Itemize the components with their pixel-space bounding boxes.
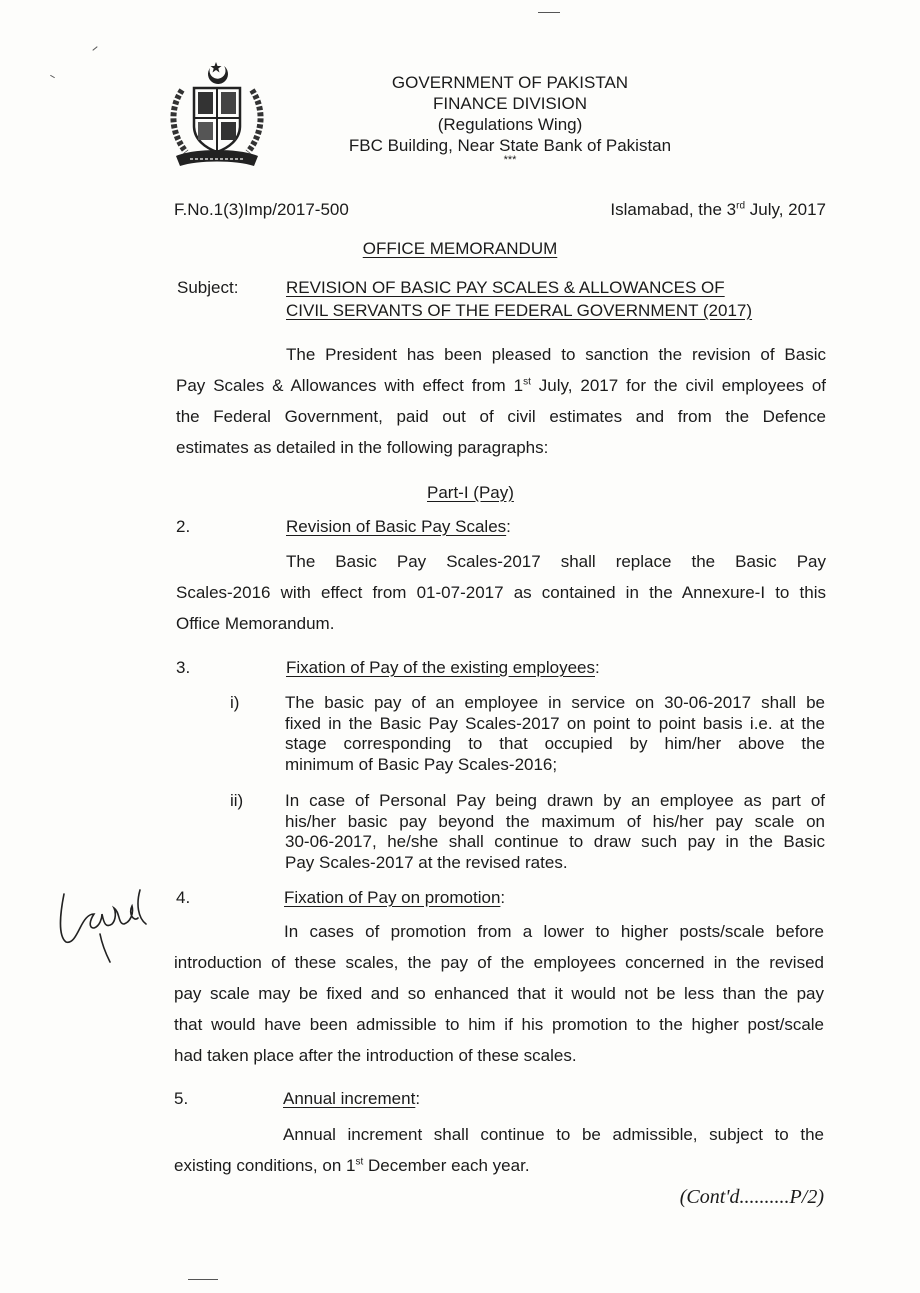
body-line: existing conditions, on 1st December each year.	[174, 1156, 530, 1175]
subject-line-1: REVISION OF BASIC PAY SCALES & ALLOWANCES OF	[286, 278, 725, 297]
section-3-item-label: ii)	[230, 791, 244, 810]
body-line: In cases of promotion from a lower to higher posts/scale before	[284, 922, 824, 941]
section-3-item: The basic pay of an employee in service on 30-06-2017 shall be fixed in the Basic Pay Scales-2017 on point to point basis i.e. at the stage corresponding to that occupied by him/her above the minimum of Basic Pay Scales-2016;	[285, 693, 825, 774]
body-line: Office Memorandum.	[176, 614, 335, 633]
body-line: Scales-2016 with effect from 01-07-2017 as contained in the Annexure-I to this	[176, 583, 826, 602]
intro-paragraph	[176, 339, 826, 463]
handwritten-initials	[54, 884, 154, 969]
date-line	[610, 200, 826, 220]
section-5-heading: Annual increment:	[283, 1089, 421, 1108]
body-line: pay scale may be fixed and so enhanced that it would not be less than the pay	[174, 984, 824, 1003]
section-4-body	[174, 916, 824, 1071]
section-5-number: 5.	[174, 1089, 189, 1108]
header-address: FBC Building, Near State Bank of Pakistan	[348, 136, 672, 155]
letterhead	[300, 72, 720, 164]
state-emblem	[164, 60, 270, 172]
section-3-heading: Fixation of Pay of the existing employees:	[286, 658, 600, 677]
intro-line: Pay Scales & Allowances with effect from 1st July, 2017 for the civil employees of	[176, 376, 826, 395]
date-suffix: July, 2017	[745, 200, 826, 219]
stray-mark	[92, 46, 97, 51]
section-3-number: 3.	[176, 658, 191, 677]
file-number: F.No.1(3)Imp/2017-500	[174, 200, 349, 219]
subject-label: Subject:	[177, 278, 239, 297]
body-line: introduction of these scales, the pay of the employees concerned in the revised	[174, 953, 824, 972]
section-5-body	[174, 1119, 824, 1181]
intro-line: estimates as detailed in the following paragraphs:	[176, 438, 549, 457]
body-line: The Basic Pay Scales-2017 shall replace the Basic Pay	[286, 552, 826, 571]
header-wing: (Regulations Wing)	[437, 115, 583, 134]
date-ordinal: rd	[736, 200, 746, 212]
section-3-item-label: i)	[230, 693, 240, 712]
body-line: had taken place after the introduction of these scales.	[174, 1046, 577, 1065]
stray-mark	[538, 12, 560, 13]
continued-note: (Cont'd..........P/2)	[679, 1186, 824, 1208]
intro-line: the Federal Government, paid out of civil estimates and from the Defence	[176, 407, 826, 426]
header-government: GOVERNMENT OF PAKISTAN	[391, 73, 629, 92]
part-heading: Part-I (Pay)	[427, 483, 514, 502]
section-2-body	[176, 546, 826, 639]
section-4-heading: Fixation of Pay on promotion:	[284, 888, 506, 907]
subject-line-2: CIVIL SERVANTS OF THE FEDERAL GOVERNMENT (2017)	[286, 301, 753, 320]
stray-mark	[188, 1279, 218, 1280]
section-2-number: 2.	[176, 517, 191, 536]
body-line: that would have been admissible to him if his promotion to the higher post/scale	[174, 1015, 824, 1034]
header-division: FINANCE DIVISION	[433, 94, 587, 113]
body-line: Annual increment shall continue to be admissible, subject to the	[283, 1125, 824, 1144]
section-2-heading: Revision of Basic Pay Scales:	[286, 517, 511, 536]
section-4-number: 4.	[176, 888, 191, 907]
section-3-item: In case of Personal Pay being drawn by an employee as part of his/her basic pay beyond the maximum of his/her pay scale on 30-06-2017, he/she shall continue to draw such pay in the Basic Pay Scales-2017 at the revised rates.	[285, 791, 825, 872]
document-title: OFFICE MEMORANDUM	[362, 239, 558, 258]
date-prefix: Islamabad, the 3	[610, 200, 737, 219]
stray-mark	[50, 75, 55, 78]
header-stars: ***	[503, 154, 517, 166]
intro-line: The President has been pleased to sanction the revision of Basic	[286, 345, 826, 364]
